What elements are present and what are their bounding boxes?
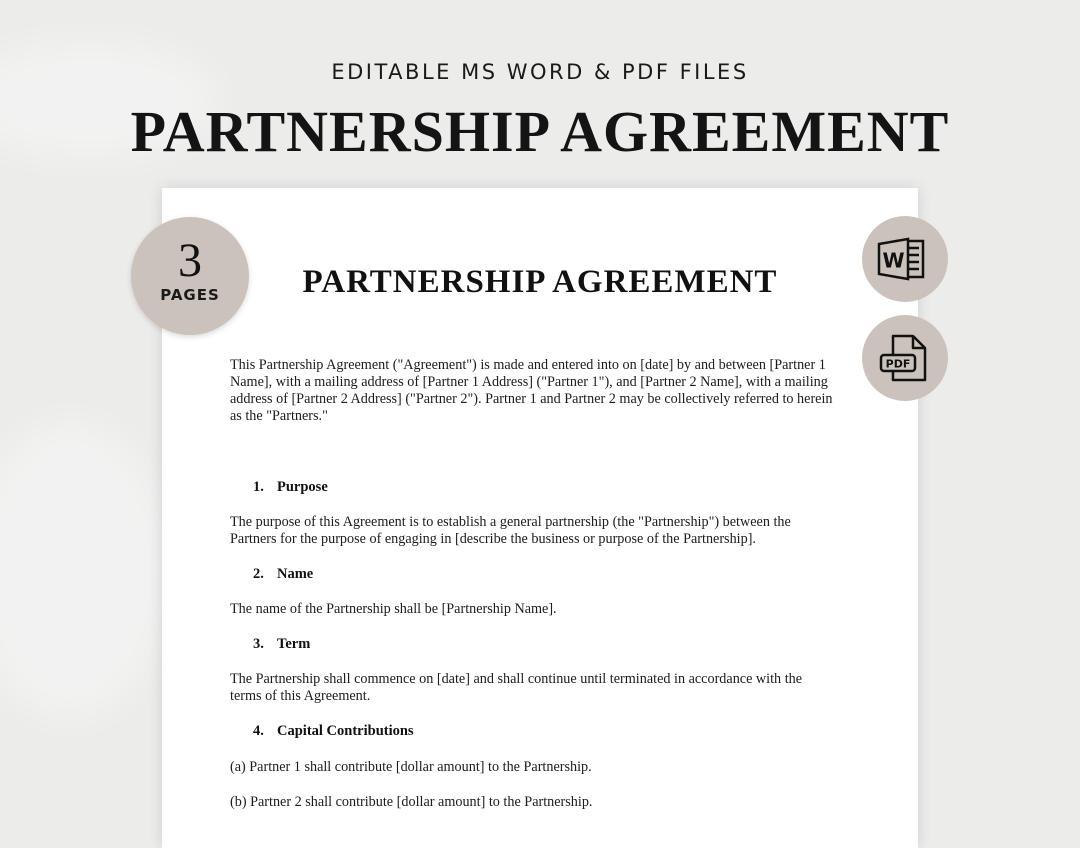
pdf-file-icon (875, 328, 935, 388)
pages-label: PAGES (160, 286, 220, 304)
word-format-badge (862, 216, 948, 302)
word-file-icon (875, 229, 935, 289)
body-line: The name of the Partnership shall be [Partnership Name]. (230, 601, 557, 617)
section-title: Purpose (277, 479, 328, 495)
body-line: (b) Partner 2 shall contribute [dollar amount] to the Partnership. (230, 794, 593, 810)
body-line: The Partnership shall commence on [date] and shall continue until terminated in accordance with the (230, 671, 803, 687)
section-title: Name (277, 566, 314, 582)
section-heading-capital-contributions (253, 723, 414, 740)
word-letter: W (882, 248, 905, 273)
body-line: terms of this Agreement. (230, 688, 371, 704)
background-light-patch (0, 420, 170, 720)
section-title: Term (277, 636, 311, 652)
section-body-purpose (230, 514, 855, 548)
section-body-capital-a (230, 759, 855, 776)
section-title: Capital Contributions (277, 723, 414, 739)
section-number: 3. (253, 636, 264, 652)
pages-count-badge (131, 217, 249, 335)
section-body-term (230, 671, 855, 705)
body-line: The purpose of this Agreement is to establish a general partnership (the "Partnership") between the (230, 514, 791, 530)
section-heading-name (253, 566, 313, 583)
intro-line: Name], with a mailing address of [Partner 1 Address] ("Partner 1"), and [Partner 2 Name], with a mailing (230, 374, 828, 390)
section-number: 2. (253, 566, 264, 582)
intro-line: address of [Partner 2 Address] ("Partner 2"). Partner 1 and Partner 2 may be collectively referred to herein (230, 391, 833, 407)
pdf-format-badge (862, 315, 948, 401)
section-number: 4. (253, 723, 264, 739)
intro-line: as the "Partners." (230, 408, 328, 424)
header-subtitle: EDITABLE MS WORD & PDF FILES (331, 60, 749, 84)
document-title: PARTNERSHIP AGREEMENT (302, 264, 778, 300)
body-line: Partners for the purpose of engaging in [describe the business or purpose of the Partnership]. (230, 531, 756, 547)
section-body-capital-b (230, 794, 855, 811)
intro-line: This Partnership Agreement ("Agreement") is made and entered into on [date] by and between [Partner 1 (230, 357, 826, 373)
header-title: PARTNERSHIP AGREEMENT (130, 99, 950, 164)
section-number: 1. (253, 479, 264, 495)
pdf-label: PDF (885, 357, 911, 371)
section-heading-purpose (253, 479, 328, 496)
pages-count: 3 (178, 234, 202, 287)
intro-paragraph (230, 357, 855, 425)
body-line: (a) Partner 1 shall contribute [dollar amount] to the Partnership. (230, 759, 592, 775)
section-heading-term (253, 636, 310, 653)
section-body-name (230, 601, 855, 618)
